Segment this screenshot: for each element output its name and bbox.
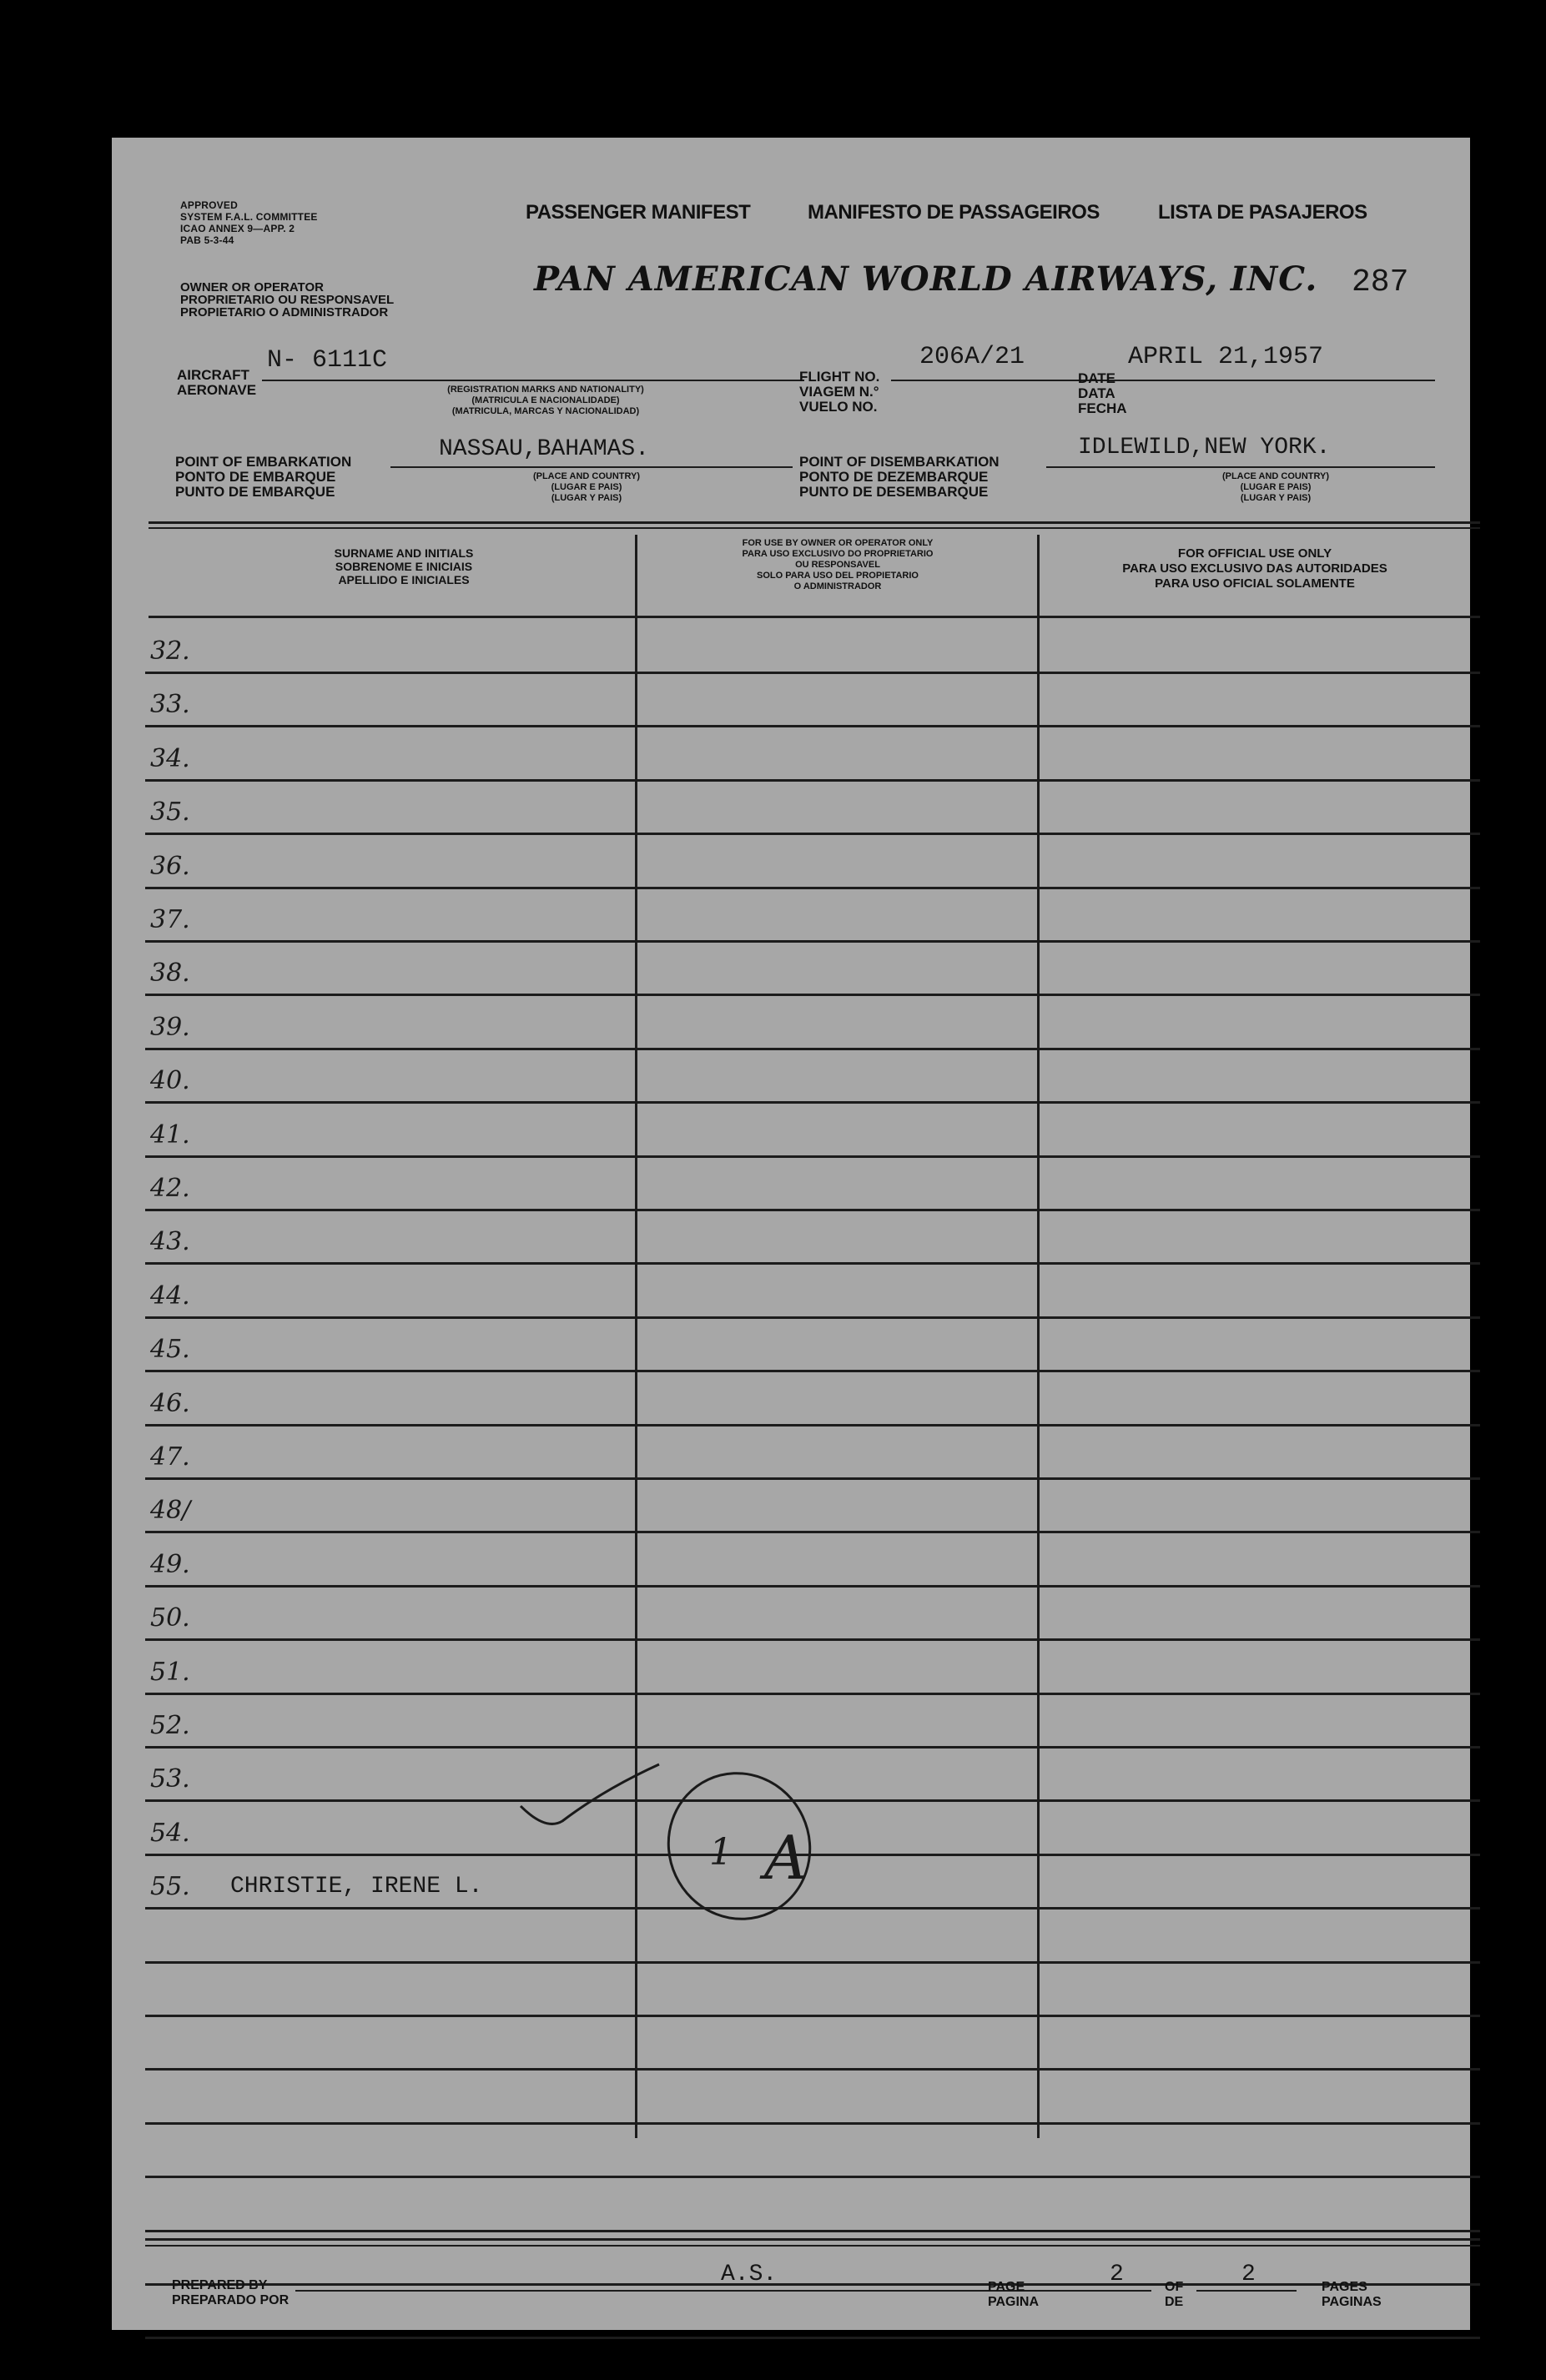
- flight-value: 206A/21: [919, 343, 1025, 371]
- of-labels: [1165, 2280, 1183, 2310]
- place-label: (LUGAR E PAIS): [1240, 482, 1312, 492]
- header-bottom-rule: [149, 616, 1480, 618]
- row-rule: [145, 2068, 1480, 2071]
- column-header-line: O ADMINISTRADOR: [793, 581, 882, 591]
- row-rule: [145, 2283, 1480, 2286]
- place-label: (PLACE AND COUNTRY): [532, 471, 641, 481]
- row-number: 43.: [150, 1227, 190, 1256]
- of-underline: [1196, 2290, 1297, 2292]
- row-number: 37.: [150, 905, 190, 934]
- row-rule: [145, 1370, 1480, 1372]
- flight-labels: [799, 370, 879, 415]
- column-header-line: SOLO PARA USO DEL PROPIETARIO: [757, 571, 919, 581]
- table-top-rule-inner: [149, 527, 1480, 529]
- disembark-place-labels: [1146, 471, 1405, 504]
- flight-label: VIAGEM N.°: [799, 384, 879, 400]
- place-label: (LUGAR Y PAIS): [1240, 493, 1312, 503]
- row-rule: [145, 1424, 1480, 1426]
- date-underline: [1125, 380, 1435, 381]
- row-rule: [145, 2176, 1480, 2178]
- registration-label: (REGISTRATION MARKS AND NATIONALITY): [447, 385, 644, 395]
- row-rule: [145, 779, 1480, 782]
- row-number: 35.: [150, 798, 190, 827]
- aircraft-value: N- 6111C: [267, 346, 388, 375]
- approval-line: APPROVED: [180, 199, 238, 211]
- row-number: 54.: [150, 1819, 190, 1848]
- owner-labels: [180, 281, 394, 319]
- prepared-label: PREPARED BY: [172, 2278, 268, 2292]
- row-rule: [145, 2122, 1480, 2125]
- title-english: PASSENGER MANIFEST: [526, 201, 751, 224]
- of-label: OF: [1165, 2280, 1184, 2294]
- disembark-underline: [1046, 466, 1435, 468]
- disembark-labels: [799, 455, 1000, 500]
- date-labels: [1078, 371, 1127, 416]
- prepared-value: A.S.: [721, 2262, 778, 2287]
- disembark-label: PONTO DE DEZEMBARQUE: [799, 469, 989, 485]
- row-rule: [145, 725, 1480, 727]
- page-underline: [1046, 2290, 1151, 2292]
- table-top-rule: [149, 521, 1480, 524]
- row-rule: [145, 2230, 1480, 2232]
- row-number: 47.: [150, 1442, 190, 1472]
- table-bottom-rule-inner: [145, 2245, 1480, 2247]
- row-rule: [145, 2337, 1480, 2339]
- row-rule: [145, 1155, 1480, 1158]
- row-rule: [145, 1316, 1480, 1319]
- row-number: 50.: [150, 1603, 190, 1633]
- place-label: (LUGAR Y PAIS): [551, 493, 622, 503]
- prepared-label: PREPARADO POR: [172, 2293, 290, 2307]
- embark-label: PUNTO DE EMBARQUE: [175, 484, 335, 500]
- row-number: 49.: [150, 1550, 190, 1579]
- embark-label: POINT OF EMBARKATION: [175, 454, 352, 470]
- row-number: 33.: [150, 690, 190, 719]
- row-rule: [145, 1209, 1480, 1211]
- row-rule: [145, 672, 1480, 674]
- place-label: (PLACE AND COUNTRY): [1221, 471, 1330, 481]
- title-spanish: LISTA DE PASAJEROS: [1158, 201, 1367, 224]
- row-rule: [145, 1907, 1480, 1910]
- owner-label: PROPRIETARIO OU RESPONSAVEL: [180, 293, 395, 307]
- date-label: DATA: [1078, 385, 1115, 401]
- pages-label: PAGINAS: [1322, 2295, 1382, 2309]
- pages-label: PAGES: [1322, 2280, 1367, 2294]
- row-rule: [145, 887, 1480, 889]
- row-number: 45.: [150, 1335, 190, 1364]
- of-value: 2: [1241, 2262, 1256, 2287]
- row-rule: [145, 1854, 1480, 1856]
- date-value: APRIL 21,1957: [1128, 343, 1324, 371]
- row-rule: [145, 1638, 1480, 1641]
- of-label: DE: [1165, 2295, 1184, 2309]
- date-label: FECHA: [1078, 400, 1127, 416]
- aircraft-underline: [262, 380, 804, 381]
- column-header-official: [1046, 546, 1463, 591]
- row-rule: [145, 2015, 1480, 2017]
- company-name: PAN AMERICAN WORLD AIRWAYS, INC.: [534, 259, 1318, 299]
- column-header-line: FOR USE BY OWNER OR OPERATOR ONLY: [742, 538, 934, 548]
- column-header-line: SURNAME AND INITIALS: [334, 546, 474, 560]
- row-number: 40.: [150, 1066, 190, 1095]
- disembark-value: IDLEWILD,NEW YORK.: [1078, 435, 1331, 460]
- column-header-line: PARA USO EXCLUSIVO DAS AUTORIDADES: [1122, 561, 1387, 576]
- approval-block: [180, 199, 318, 246]
- owner-label: OWNER OR OPERATOR: [180, 280, 324, 294]
- date-label: DATE: [1078, 370, 1116, 386]
- embark-place-labels: [457, 471, 716, 504]
- row-rule: [145, 1531, 1480, 1533]
- column-header-owner: [646, 538, 1030, 592]
- row-rule: [145, 1101, 1480, 1104]
- row-number: 34.: [150, 744, 190, 773]
- approval-line: PAB 5-3-44: [180, 234, 234, 246]
- title-portuguese: MANIFESTO DE PASSAGEIROS: [808, 201, 1100, 224]
- row-rule: [145, 1746, 1480, 1749]
- flight-label: VUELO NO.: [799, 399, 878, 415]
- prepared-labels: [172, 2278, 289, 2308]
- passenger-name: CHRISTIE, IRENE L.: [230, 1874, 483, 1899]
- row-rule: [145, 1585, 1480, 1588]
- column-header-line: SOBRENOME E INICIAIS: [335, 560, 473, 573]
- place-label: (LUGAR E PAIS): [551, 482, 622, 492]
- column-header-line: OU RESPONSAVEL: [795, 560, 880, 570]
- registration-labels: [362, 385, 729, 417]
- row-number: 53.: [150, 1764, 190, 1794]
- row-number: 32.: [150, 637, 190, 666]
- column-header-line: FOR OFFICIAL USE ONLY: [1177, 546, 1332, 561]
- prepared-underline: [295, 2290, 1096, 2292]
- row-number: 48/: [150, 1496, 191, 1525]
- approval-line: ICAO ANNEX 9—APP. 2: [180, 223, 295, 234]
- aircraft-labels: [177, 368, 256, 398]
- row-number: 55.: [150, 1872, 190, 1901]
- page-label: PAGINA: [988, 2295, 1040, 2309]
- row-rule: [145, 1262, 1480, 1265]
- aircraft-label: AERONAVE: [177, 382, 257, 398]
- handwritten-number: 1: [709, 1831, 733, 1874]
- row-number: 41.: [150, 1120, 190, 1150]
- aircraft-label: AIRCRAFT: [177, 367, 249, 383]
- approval-line: SYSTEM F.A.L. COMMITTEE: [180, 211, 318, 223]
- column-divider-right: [1037, 535, 1040, 2138]
- row-number: 42.: [150, 1174, 190, 1203]
- row-rule: [145, 994, 1480, 996]
- column-header-line: PARA USO OFICIAL SOLAMENTE: [1155, 576, 1355, 591]
- row-rule: [145, 1477, 1480, 1480]
- flight-label: FLIGHT NO.: [799, 369, 880, 385]
- row-rule: [145, 833, 1480, 835]
- registration-label: (MATRICULA, MARCAS Y NACIONALIDAD): [451, 406, 640, 416]
- circled-letter: A: [764, 1823, 808, 1893]
- embark-labels: [175, 455, 351, 500]
- row-rule: [145, 1693, 1480, 1695]
- row-number: 38.: [150, 959, 190, 988]
- page-label: PAGE: [988, 2280, 1025, 2294]
- registration-label: (MATRICULA E NACIONALIDADE): [471, 395, 620, 405]
- owner-label: PROPIETARIO O ADMINISTRADOR: [180, 305, 389, 320]
- row-number: 36.: [150, 852, 190, 881]
- disembark-label: POINT OF DISEMBARKATION: [799, 454, 1000, 470]
- row-number: 44.: [150, 1281, 190, 1311]
- table-bottom-rule: [145, 2238, 1480, 2241]
- embark-value: NASSAU,BAHAMAS.: [439, 436, 650, 462]
- embark-underline: [390, 466, 793, 468]
- row-number: 46.: [150, 1389, 190, 1418]
- pages-labels: [1322, 2280, 1382, 2310]
- row-rule: [145, 940, 1480, 943]
- row-rule: [145, 1048, 1480, 1050]
- row-rule: [145, 1961, 1480, 1964]
- page-value: 2: [1110, 2262, 1124, 2287]
- row-number: 39.: [150, 1013, 190, 1042]
- column-header-line: APELLIDO E INICIALES: [338, 573, 470, 586]
- row-number: 51.: [150, 1658, 190, 1687]
- row-rule: [145, 1799, 1480, 1802]
- disembark-label: PUNTO DE DESEMBARQUE: [799, 484, 989, 500]
- manifest-sheet: [112, 138, 1470, 2330]
- column-header-surname: [204, 546, 604, 586]
- row-number: 52.: [150, 1711, 190, 1740]
- column-header-line: PARA USO EXCLUSIVO DO PROPRIETARIO: [742, 549, 934, 559]
- page-labels: [988, 2280, 1039, 2310]
- sheet-number: 287: [1352, 264, 1409, 300]
- embark-label: PONTO DE EMBARQUE: [175, 469, 336, 485]
